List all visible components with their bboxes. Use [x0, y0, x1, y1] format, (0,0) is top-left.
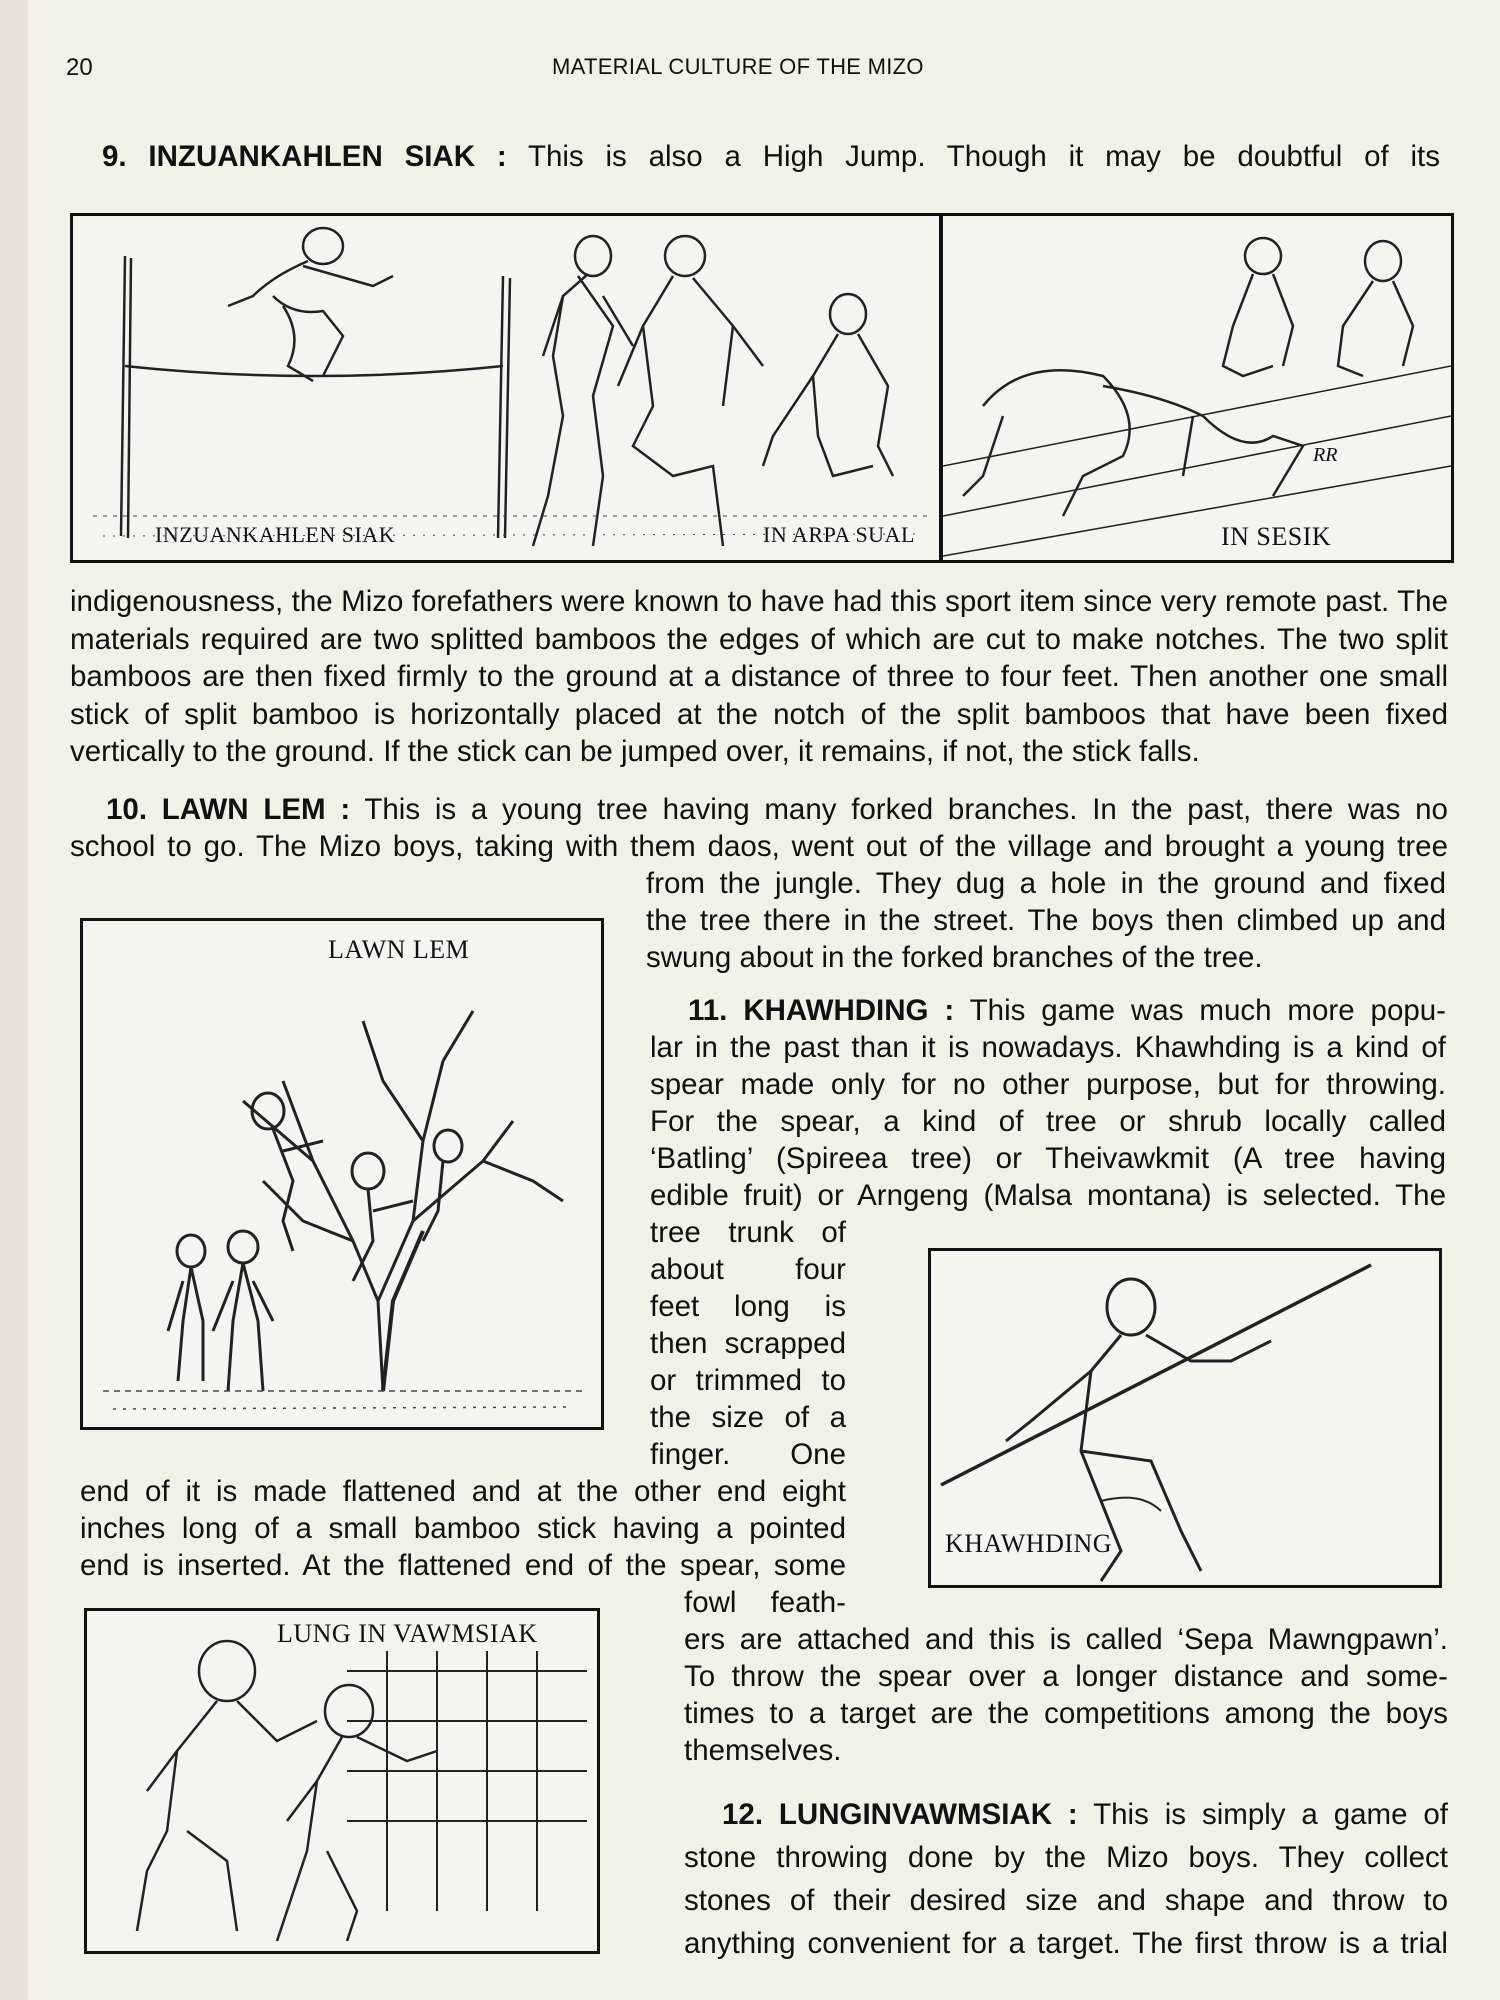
section-11-line-15: inches long of a small bamboo stick having a pointed — [80, 1512, 846, 1545]
figure-in-sesik — [940, 213, 1454, 563]
section-9-first-text: This is also a High Jump. Though it may be doubtful of its — [527, 140, 1441, 173]
section-10-number: 10. — [106, 793, 148, 826]
section-11-number: 11. — [688, 994, 728, 1027]
section-11-line-18: ers are attached and this is called ‘Sepa Mawngpawn’. — [684, 1623, 1448, 1656]
caption-lung-in-vawmsiak: LUNG IN VAWMSIAK — [277, 1619, 538, 1648]
section-10-line-4: the tree there in the street. The boys then climbed up and — [646, 904, 1446, 937]
section-12-line-4: anything convenient for a target. The first throw is a trial — [684, 1927, 1448, 1960]
page-edge-shadow — [0, 0, 28, 2000]
section-11-line-14: end of it is made flattened and at the other end eight — [80, 1475, 846, 1508]
section-9-title: INZUANKAHLEN SIAK : — [148, 140, 507, 173]
section-11-line-3: spear made only for no other purpose, but for throwing. — [650, 1068, 1446, 1101]
running-title: MATERIAL CULTURE OF THE MIZO — [552, 54, 924, 79]
section-9-first-line — [102, 138, 1440, 176]
section-12-line-2: stone throwing done by the Mizo boys. They collect — [684, 1841, 1448, 1874]
section-11-line-21: themselves. — [684, 1734, 842, 1767]
section-10-line-5: swung about in the forked branches of the tree. — [646, 941, 1263, 974]
section-11-line-19: To throw the spear over a longer distance and some- — [684, 1660, 1448, 1693]
lawn-lem-drawing — [83, 921, 601, 1427]
caption-lawn-lem: LAWN LEM — [328, 935, 470, 964]
section-9-number: 9. — [102, 140, 127, 173]
section-10-line-3: from the jungle. They dug a hole in the ground and fixed — [646, 867, 1446, 900]
section-11-line-5: ‘Batling’ (Spireea tree) or Theivawkmit (A tree having — [650, 1142, 1446, 1175]
figure-lawn-lem — [80, 918, 604, 1430]
figure-high-jump — [70, 213, 942, 563]
section-11-line-8: about four — [650, 1253, 846, 1286]
figure-lung-in-vawmsiak — [84, 1608, 600, 1954]
artist-mark: RR — [1313, 444, 1338, 466]
section-9-body: indigenousness, the Mizo forefathers were known to have had this sport item since very remote past. The materials required are two splitted bamboos the edges of which are cut to make notches. The two split bamboos are then fixed firmly to the ground at a distance of three to four feet. Then another one small stick of split bamboo is horizontally placed at the notch of the split bamboos that have been fixed vertically to the ground. If the stick can be jumped over, it remains, if not, the stick falls. — [70, 585, 1448, 768]
caption-in-arpa-sual: IN ARPA SUAL — [763, 522, 915, 547]
caption-inzuankahlen-siak: INZUANKAHLEN SIAK — [155, 522, 396, 547]
lung-in-vawmsiak-drawing — [87, 1611, 597, 1951]
page-number: 20 — [66, 54, 93, 81]
section-11-title: KHAWHDING : — [743, 994, 955, 1027]
section-11-line-11: or trimmed to — [650, 1364, 846, 1397]
section-11-line-20: times to a target are the competitions among the boys — [684, 1697, 1448, 1730]
section-10-first-line: 10. LAWN LEM : This is a young tree having many forked branches. In the past, there was no — [106, 793, 1448, 826]
section-12-number: 12. — [722, 1798, 764, 1831]
figure-khawhding — [928, 1248, 1442, 1588]
section-11-line-9: feet long is — [650, 1290, 846, 1323]
section-11-first-line: 11. KHAWHDING : This game was much more popu- — [688, 994, 1447, 1027]
high-jump-drawing — [73, 216, 939, 560]
section-11-line-12: the size of a — [650, 1401, 846, 1434]
section-11-line-6: edible fruit) or Arngeng (Malsa montana) is selected. The — [650, 1179, 1446, 1212]
section-11-line-16: end is inserted. At the flattened end of the spear, some — [80, 1549, 846, 1582]
section-11-line-4: For the spear, a kind of tree or shrub locally called — [650, 1105, 1446, 1138]
section-11-line-2: lar in the past than it is nowadays. Khawhding is a kind of — [650, 1031, 1446, 1064]
section-11-line-10: then scrapped — [650, 1327, 846, 1360]
section-12-line-3: stones of their desired size and shape and throw to — [684, 1884, 1448, 1917]
section-10-title: LAWN LEM : — [161, 793, 351, 826]
section-11-line-13: finger. One — [650, 1438, 846, 1471]
caption-in-sesik: IN SESIK — [1221, 522, 1332, 551]
in-sesik-drawing — [943, 216, 1451, 560]
section-12-first-line: 12. LUNGINVAWMSIAK : This is simply a game of — [722, 1798, 1448, 1831]
section-11-line-17: fowl feath- — [684, 1586, 846, 1619]
section-12-title: LUNGINVAWMSIAK : — [778, 1798, 1078, 1831]
caption-khawhding: KHAWHDING — [945, 1529, 1113, 1558]
section-10-line-2: school to go. The Mizo boys, taking with them daos, went out of the village and brought a young tree — [70, 830, 1448, 863]
section-11-line-7: tree trunk of — [650, 1216, 846, 1249]
